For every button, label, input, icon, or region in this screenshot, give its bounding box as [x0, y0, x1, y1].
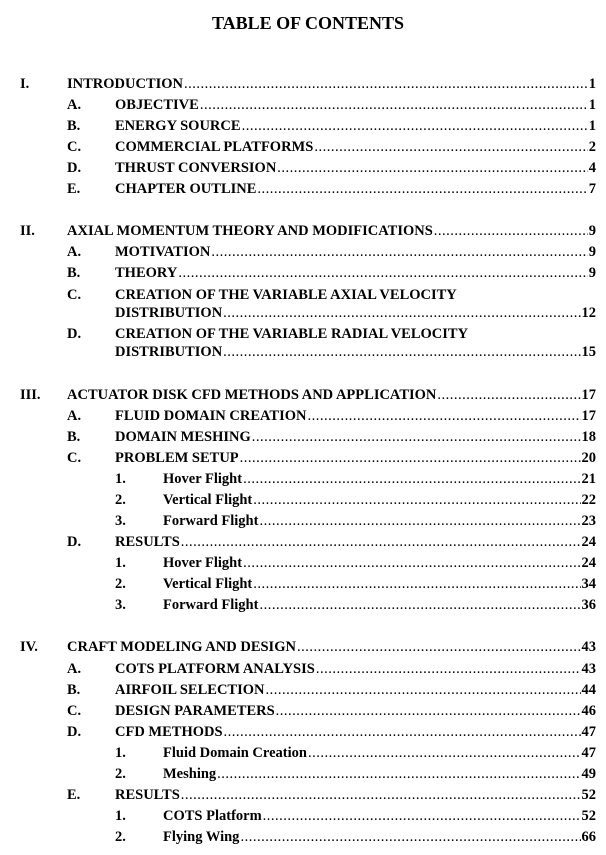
- toc-number: 1.: [115, 808, 126, 824]
- toc-entry[interactable]: [163, 491, 596, 509]
- toc-entry-title: ACTUATOR DISK CFD METHODS AND APPLICATION: [67, 387, 437, 403]
- toc-page-number: 49: [581, 766, 596, 782]
- toc-entry-title: DISTRIBUTION: [115, 344, 223, 360]
- toc-page-number: 52: [581, 808, 596, 824]
- toc-number: B.: [67, 118, 81, 134]
- toc-page-number: 47: [581, 745, 596, 761]
- toc-page-number: 9: [588, 223, 596, 239]
- toc-number: B.: [67, 682, 81, 698]
- toc-entry[interactable]: [115, 786, 596, 804]
- dot-leader: [253, 575, 580, 593]
- toc-entry[interactable]: [163, 765, 596, 783]
- toc-entry-continuation[interactable]: [115, 304, 596, 322]
- dot-leader: [211, 243, 587, 261]
- dot-leader: [297, 638, 581, 656]
- toc-entry[interactable]: [163, 470, 596, 488]
- toc-number: III.: [20, 387, 41, 403]
- toc-page-number: 1: [588, 97, 596, 113]
- toc-page-number: 43: [581, 639, 596, 655]
- dot-leader: [259, 512, 580, 530]
- toc-entry[interactable]: [163, 554, 596, 572]
- toc-page-number: 17: [581, 408, 596, 424]
- toc-number: D.: [67, 724, 82, 740]
- dot-leader: [259, 596, 580, 614]
- dot-leader: [242, 117, 588, 135]
- toc-page-number: 18: [581, 429, 596, 445]
- toc-entry[interactable]: [163, 828, 596, 846]
- toc-entry[interactable]: [115, 159, 596, 177]
- toc-entry-title: CRAFT MODELING AND DESIGN: [67, 639, 296, 655]
- toc-entry[interactable]: [115, 533, 596, 551]
- toc-number: A.: [67, 97, 82, 113]
- toc-entry[interactable]: [67, 222, 596, 240]
- toc-number: 3.: [115, 513, 126, 529]
- toc-entry-title: Meshing: [163, 766, 217, 782]
- toc-page-number: 47: [581, 724, 596, 740]
- toc-entry[interactable]: [115, 428, 596, 446]
- dot-leader: [252, 428, 581, 446]
- dot-leader: [200, 96, 588, 114]
- toc-number: A.: [67, 244, 82, 260]
- toc-entry[interactable]: [115, 407, 596, 425]
- toc-entry[interactable]: [163, 512, 596, 530]
- toc-entry[interactable]: [115, 117, 596, 135]
- toc-entry-title: Hover Flight: [163, 555, 243, 571]
- dot-leader: [243, 554, 580, 572]
- toc-entry-title: DOMAIN MESHING: [115, 429, 251, 445]
- toc-entry-title: Flying Wing: [163, 829, 240, 845]
- toc-entry[interactable]: [163, 575, 596, 593]
- toc-entry-title: Forward Flight: [163, 513, 259, 529]
- toc-entry[interactable]: [163, 744, 596, 762]
- toc-entry-title: PROBLEM SETUP: [115, 450, 239, 466]
- toc-entry-title: RESULTS: [115, 534, 180, 550]
- toc-entry-title: FLUID DOMAIN CREATION: [115, 408, 307, 424]
- toc-number: D.: [67, 534, 82, 550]
- toc-page-number: 12: [581, 305, 596, 321]
- toc-entry[interactable]: [115, 243, 596, 261]
- toc-page-number: 1: [588, 76, 596, 92]
- dot-leader: [253, 491, 580, 509]
- toc-page-number: 22: [581, 492, 596, 508]
- toc-entry-title: RESULTS: [115, 787, 180, 803]
- dot-leader: [181, 786, 581, 804]
- toc-entry-continuation[interactable]: [115, 343, 596, 361]
- toc-entry-title: COTS PLATFORM ANALYSIS: [115, 661, 315, 677]
- toc-entry-title: COMMERCIAL PLATFORMS: [115, 139, 314, 155]
- dot-leader: [224, 723, 581, 741]
- toc-number: E.: [67, 787, 81, 803]
- toc-number: C.: [67, 287, 82, 303]
- toc-number: 2.: [115, 766, 126, 782]
- toc-page-number: 44: [581, 682, 596, 698]
- toc-number: B.: [67, 429, 81, 445]
- toc-entry-title: Vertical Flight: [163, 576, 253, 592]
- toc-number: C.: [67, 139, 82, 155]
- toc-number: IV.: [20, 639, 38, 655]
- toc-number: C.: [67, 703, 82, 719]
- dot-leader: [178, 264, 587, 282]
- toc-entry-title: DESIGN PARAMETERS: [115, 703, 275, 719]
- toc-page-number: 17: [581, 387, 596, 403]
- toc-entry-title: Forward Flight: [163, 597, 259, 613]
- toc-page-number: 21: [581, 471, 596, 487]
- toc-entry-title: CHAPTER OUTLINE: [115, 181, 257, 197]
- toc-entry[interactable]: [115, 96, 596, 114]
- toc-page-number: 4: [588, 160, 596, 176]
- dot-leader: [276, 702, 581, 720]
- dot-leader: [277, 159, 587, 177]
- toc-page-number: 52: [581, 787, 596, 803]
- toc-number: D.: [67, 326, 82, 342]
- toc-entry[interactable]: [115, 138, 596, 156]
- toc-page-number: 9: [588, 265, 596, 281]
- toc-number: 2.: [115, 576, 126, 592]
- toc-page-number: 34: [581, 576, 596, 592]
- toc-entry[interactable]: [115, 264, 596, 282]
- toc-entry-title: CREATION OF THE VARIABLE RADIAL VELOCITY: [115, 326, 469, 342]
- toc-entry-title: Hover Flight: [163, 471, 243, 487]
- dot-leader: [316, 660, 581, 678]
- toc-entry-title: AXIAL MOMENTUM THEORY AND MODIFICATIONS: [67, 223, 433, 239]
- toc-entry[interactable]: [115, 449, 596, 467]
- toc-entry-title: COTS Platform: [163, 808, 262, 824]
- toc-number: 1.: [115, 555, 126, 571]
- dot-leader: [240, 449, 581, 467]
- toc-entry-title: CFD METHODS: [115, 724, 223, 740]
- toc-page-number: 15: [581, 344, 596, 360]
- toc-page-number: 23: [581, 513, 596, 529]
- dot-leader: [223, 343, 580, 361]
- toc-entry-title: Fluid Domain Creation: [163, 745, 307, 761]
- toc-entry[interactable]: [115, 660, 596, 678]
- toc-page-number: 24: [581, 555, 596, 571]
- dot-leader: [240, 828, 580, 846]
- toc-entry[interactable]: [115, 723, 596, 741]
- dot-leader: [217, 765, 580, 783]
- toc-number: D.: [67, 160, 82, 176]
- toc-page-number: 20: [581, 450, 596, 466]
- dot-leader: [437, 386, 580, 404]
- toc-entry-title: Vertical Flight: [163, 492, 253, 508]
- toc-entry[interactable]: [67, 638, 596, 656]
- toc-entry-title: MOTIVATION: [115, 244, 211, 260]
- toc-page-number: 2: [588, 139, 596, 155]
- dot-leader: [314, 138, 587, 156]
- toc-entry[interactable]: [67, 75, 596, 93]
- dot-leader: [434, 222, 588, 240]
- toc-page-number: 1: [588, 118, 596, 134]
- toc-number: 1.: [115, 471, 126, 487]
- toc-entry[interactable]: [163, 596, 596, 614]
- dot-leader: [181, 533, 581, 551]
- toc-entry-title: DISTRIBUTION: [115, 305, 223, 321]
- toc-entry-title: THRUST CONVERSION: [115, 160, 277, 176]
- toc-number: A.: [67, 661, 82, 677]
- toc-entry-title: OBJECTIVE: [115, 97, 199, 113]
- toc-entry[interactable]: [115, 702, 596, 720]
- toc-page-number: 43: [581, 661, 596, 677]
- toc-entry-title: CREATION OF THE VARIABLE AXIAL VELOCITY: [115, 287, 457, 303]
- toc-number: 2.: [115, 829, 126, 845]
- page-title: TABLE OF CONTENTS: [211, 13, 405, 33]
- toc-entry[interactable]: [163, 807, 596, 825]
- dot-leader: [307, 407, 580, 425]
- toc-entry[interactable]: [115, 286, 596, 304]
- dot-leader: [265, 681, 580, 699]
- toc-number: I.: [20, 76, 30, 92]
- toc-entry[interactable]: [115, 325, 596, 343]
- toc-number: II.: [20, 223, 35, 239]
- toc-entry[interactable]: [115, 681, 596, 699]
- toc-entry-title: THEORY: [115, 265, 178, 281]
- toc-number: C.: [67, 450, 82, 466]
- dot-leader: [257, 180, 587, 198]
- toc-entry-title: AIRFOIL SELECTION: [115, 682, 265, 698]
- dot-leader: [308, 744, 581, 762]
- toc-entry[interactable]: [115, 180, 596, 198]
- dot-leader: [263, 807, 581, 825]
- dot-leader: [243, 470, 580, 488]
- dot-leader: [223, 304, 580, 322]
- toc-page-number: 7: [588, 181, 596, 197]
- toc-number: 3.: [115, 597, 126, 613]
- toc-number: 1.: [115, 745, 126, 761]
- toc-page-number: 66: [581, 829, 596, 845]
- toc-entry-title: INTRODUCTION: [67, 76, 184, 92]
- toc-page-number: 9: [588, 244, 596, 260]
- toc-number: A.: [67, 408, 82, 424]
- toc-entry[interactable]: [67, 386, 596, 404]
- toc-entry-title: ENERGY SOURCE: [115, 118, 241, 134]
- dot-leader: [184, 75, 588, 93]
- toc-number: B.: [67, 265, 81, 281]
- toc-page-number: 46: [581, 703, 596, 719]
- toc-page-number: 36: [581, 597, 596, 613]
- toc-number: 2.: [115, 492, 126, 508]
- toc-number: E.: [67, 181, 81, 197]
- toc-page-number: 24: [581, 534, 596, 550]
